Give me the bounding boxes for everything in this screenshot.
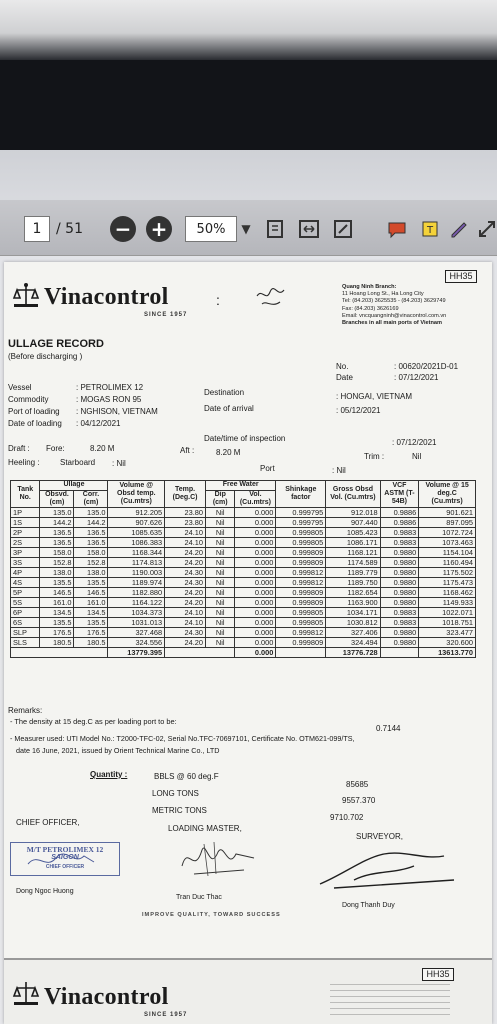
cell-gross: 1086.171: [326, 537, 380, 547]
quantity-label: Quantity :: [90, 770, 128, 779]
cell-obsvd: 144.2: [40, 517, 74, 527]
no-label: No.: [336, 362, 349, 371]
cell-shinkage: 0.999809: [276, 557, 326, 567]
cell-obsvd: 136.5: [40, 537, 74, 547]
cell-obsvd: 135.0: [40, 507, 74, 517]
cell-shinkage: 0.999795: [276, 507, 326, 517]
cell-temp: 24.10: [165, 537, 206, 547]
cell-vol-obsd: 907.626: [108, 517, 165, 527]
total-free-water: 0.000: [235, 647, 276, 657]
next-page-preview: [4, 958, 492, 1024]
cell-vol15: 1072.724: [419, 527, 476, 537]
cell-obsvd: 136.5: [40, 527, 74, 537]
bbls-label: BBLS @ 60 deg.F: [154, 772, 219, 781]
cell-gross: 1034.171: [326, 607, 380, 617]
cell-fw-vol: 0.000: [235, 557, 276, 567]
starboard-value: : Nil: [112, 459, 126, 468]
fit-page-icon[interactable]: [262, 216, 288, 242]
cell-shinkage: 0.999809: [276, 637, 326, 647]
col-volume-obsd: Volume @ Obsd temp. (Cu.mtrs): [108, 481, 165, 508]
cell-corr: 176.5: [74, 627, 108, 637]
cell-vcf: 0.9883: [380, 617, 419, 627]
cell-obsvd: 158.0: [40, 547, 74, 557]
pdf-toolbar: [0, 200, 497, 256]
stamp-line-3: CHIEF OFFICER: [45, 864, 85, 870]
cell-corr: 135.5: [74, 577, 108, 587]
cell-corr: 161.0: [74, 597, 108, 607]
cell-obsvd: 176.5: [40, 627, 74, 637]
cell-vol15: 1160.494: [419, 557, 476, 567]
table-row: [11, 607, 476, 617]
chief-officer-signature: [24, 848, 104, 872]
cell-vol15: 1073.463: [419, 537, 476, 547]
cell-vol-obsd: 324.556: [108, 637, 165, 647]
cell-tank: 1P: [11, 507, 40, 517]
cell-tank: 2S: [11, 537, 40, 547]
cell-gross: 912.018: [326, 507, 380, 517]
cell-fw-vol: 0.000: [235, 547, 276, 557]
destination-value: : HONGAI, VIETNAM: [336, 392, 413, 401]
loading-master-label: LOADING MASTER,: [168, 824, 242, 833]
cell-vcf: 0.9880: [380, 637, 419, 647]
cell-obsvd: 138.0: [40, 567, 74, 577]
stamp-line-1: M/T PETROLIMEX 12: [26, 845, 104, 854]
cell-shinkage: 0.999812: [276, 577, 326, 587]
empty-cell: [165, 647, 235, 657]
cell-vol15: 1018.751: [419, 617, 476, 627]
cell-dip: Nil: [205, 537, 234, 547]
branch-line: Tel: (84.203) 3625535 - (84.203) 3629749: [342, 298, 446, 305]
cell-corr: 136.5: [74, 527, 108, 537]
port-of-loading-value: : NGHISON, VIETNAM: [76, 407, 158, 416]
cell-obsvd: 180.5: [40, 637, 74, 647]
col-temp: Temp. (Deg.C): [165, 481, 206, 508]
cell-dip: Nil: [205, 627, 234, 637]
cell-vol15: 901.621: [419, 507, 476, 517]
cell-vol-obsd: 1190.003: [108, 567, 165, 577]
cell-dip: Nil: [205, 597, 234, 607]
cell-gross: 1189.779: [326, 567, 380, 577]
cell-vcf: 0.9880: [380, 577, 419, 587]
cell-corr: 144.2: [74, 517, 108, 527]
cell-tank: 5S: [11, 597, 40, 607]
table-row: [11, 567, 476, 577]
cell-temp: 24.30: [165, 627, 206, 637]
commodity-label: Commodity: [8, 395, 49, 404]
trim-label: Trim :: [364, 452, 385, 461]
cell-vol15: 897.095: [419, 517, 476, 527]
cell-dip: Nil: [205, 557, 234, 567]
cell-obsvd: 135.5: [40, 617, 74, 627]
cell-fw-vol: 0.000: [235, 527, 276, 537]
sign-icon[interactable]: [446, 216, 472, 242]
cell-vcf: 0.9880: [380, 627, 419, 637]
cell-vcf: 0.9880: [380, 547, 419, 557]
cell-temp: 24.20: [165, 597, 206, 607]
col-gross: Gross Obsd Vol. (Cu.mtrs): [326, 481, 380, 508]
cell-temp: 23.80: [165, 517, 206, 527]
cell-vol-obsd: 1086.383: [108, 537, 165, 547]
bbls-value: 85685: [346, 780, 369, 789]
destination-label: Destination: [204, 388, 245, 397]
cell-vol15: 1154.104: [419, 547, 476, 557]
vinacontrol-logo-icon: [12, 980, 40, 1006]
cell-tank: 6S: [11, 617, 40, 627]
cell-dip: Nil: [205, 507, 234, 517]
inspection-value: : 07/12/2021: [392, 438, 437, 447]
long-tons-label: LONG TONS: [152, 789, 199, 798]
cell-fw-vol: 0.000: [235, 627, 276, 637]
empty-cell: [11, 647, 108, 657]
cell-obsvd: 161.0: [40, 597, 74, 607]
cell-vol-obsd: 1031.013: [108, 617, 165, 627]
cell-vol15: 1022.071: [419, 607, 476, 617]
cell-corr: 158.0: [74, 547, 108, 557]
room-background: [0, 0, 497, 60]
inspection-label: Date/time of inspection: [204, 434, 286, 443]
cell-obsvd: 152.8: [40, 557, 74, 567]
page-number-input[interactable]: 1: [24, 216, 50, 242]
cell-gross: 907.440: [326, 517, 380, 527]
cell-vol-obsd: 1034.373: [108, 607, 165, 617]
date-of-loading-label: Date of loading: [8, 419, 62, 428]
cell-fw-vol: 0.000: [235, 637, 276, 647]
cell-fw-vol: 0.000: [235, 537, 276, 547]
vessel-value: : PETROLIMEX 12: [76, 383, 144, 392]
date-of-arrival-label: Date of arrival: [204, 404, 254, 413]
date-value: : 07/12/2021: [394, 373, 439, 382]
cell-vol-obsd: 912.205: [108, 507, 165, 517]
empty-cell: [276, 647, 326, 657]
metric-tons-label: METRIC TONS: [152, 806, 207, 815]
cell-corr: 134.5: [74, 607, 108, 617]
cell-shinkage: 0.999812: [276, 567, 326, 577]
total-gross: 13776.728: [326, 647, 380, 657]
cell-vcf: 0.9883: [380, 537, 419, 547]
cell-gross: 1030.812: [326, 617, 380, 627]
aft-label: Aft :: [180, 446, 195, 455]
date-label: Date: [336, 373, 353, 382]
vinacontrol-logo-icon: [12, 282, 40, 308]
cell-vol-obsd: 1174.813: [108, 557, 165, 567]
cell-temp: 24.20: [165, 587, 206, 597]
table-row: [11, 517, 476, 527]
col-vcf: VCF ASTM (T-54B): [380, 481, 419, 508]
date-of-loading-value: : 04/12/2021: [76, 419, 121, 428]
form-code-box: HH35: [422, 968, 454, 981]
cell-temp: 24.20: [165, 637, 206, 647]
branch-line: 11 Hoang Long St., Ha Long City: [342, 291, 424, 298]
totals-row: [11, 647, 476, 657]
table-row: [11, 547, 476, 557]
chief-officer-label: CHIEF OFFICER,: [16, 818, 80, 827]
col-corr: Corr. (cm): [74, 490, 108, 507]
col-volume-15: Volume @ 15 deg.C (Cu.mtrs): [419, 481, 476, 508]
document-title: ULLAGE RECORD: [8, 338, 104, 350]
since-label: SINCE 1957: [144, 1012, 188, 1018]
stamp-line-2: SAIGON: [51, 854, 79, 861]
cell-gross: 1189.750: [326, 577, 380, 587]
cell-obsvd: 135.5: [40, 577, 74, 587]
cell-dip: Nil: [205, 637, 234, 647]
cell-temp: 23.80: [165, 507, 206, 517]
port-side-value: : Nil: [332, 466, 346, 475]
cell-vol-obsd: 1189.974: [108, 577, 165, 587]
cell-gross: 324.494: [326, 637, 380, 647]
surveyor-label: SURVEYOR,: [356, 832, 403, 841]
handwritten-initials: [254, 284, 294, 314]
table-row: [11, 507, 476, 517]
cell-corr: 135.5: [74, 617, 108, 627]
cell-gross: 1168.121: [326, 547, 380, 557]
cell-fw-vol: 0.000: [235, 567, 276, 577]
cell-vol-obsd: 1182.880: [108, 587, 165, 597]
metric-tons-value: 9710.702: [330, 813, 364, 822]
cell-tank: 6P: [11, 607, 40, 617]
cell-temp: 24.10: [165, 617, 206, 627]
fore-label: Fore:: [46, 444, 65, 453]
zoom-level-select[interactable]: 50%: [185, 216, 237, 242]
date-of-arrival-value: : 05/12/2021: [336, 406, 381, 415]
surveyor-name: Dong Thanh Duy: [342, 902, 395, 909]
cell-dip: Nil: [205, 567, 234, 577]
total-volume-15: 13613.770: [419, 647, 476, 657]
density-text: - The density at 15 deg.C as per loading port to be:: [10, 717, 177, 726]
separator-colon: :: [216, 292, 220, 308]
comment-icon[interactable]: [384, 216, 410, 242]
ullage-table-body: [11, 507, 476, 657]
heeling-label: Heeling :: [8, 458, 40, 467]
chief-officer-name: Dong Ngoc Huong: [16, 888, 74, 895]
aft-value: 8.20 M: [216, 448, 241, 457]
cell-vol-obsd: 327.468: [108, 627, 165, 637]
tools-icon[interactable]: [330, 216, 356, 242]
loading-master-signature: [174, 836, 264, 880]
cell-vol15: 1175.502: [419, 567, 476, 577]
cell-fw-vol: 0.000: [235, 507, 276, 517]
page-total-label: / 51: [56, 221, 83, 237]
col-obsvd: Obsvd. (cm): [40, 490, 74, 507]
cell-dip: Nil: [205, 517, 234, 527]
branch-address: [342, 284, 446, 327]
company-motto: IMPROVE QUALITY, TOWARD SUCCESS: [142, 912, 281, 918]
cell-vcf: 0.9880: [380, 587, 419, 597]
cell-shinkage: 0.999805: [276, 537, 326, 547]
cell-tank: 5P: [11, 587, 40, 597]
cell-gross: 327.406: [326, 627, 380, 637]
commodity-value: : MOGAS RON 95: [76, 395, 142, 404]
document-subtitle: (Before discharging ): [8, 352, 83, 361]
cell-vol-obsd: 1085.635: [108, 527, 165, 537]
table-row: [11, 627, 476, 637]
table-row: [11, 577, 476, 587]
cell-shinkage: 0.999805: [276, 607, 326, 617]
cell-vol15: 1149.933: [419, 597, 476, 607]
cell-tank: 4P: [11, 567, 40, 577]
cell-dip: Nil: [205, 617, 234, 627]
cell-vol15: 1168.462: [419, 587, 476, 597]
cell-shinkage: 0.999795: [276, 517, 326, 527]
cell-dip: Nil: [205, 577, 234, 587]
company-logo-text: Vinacontrol: [44, 284, 169, 310]
form-code-box: HH35: [445, 270, 477, 283]
cell-tank: 3S: [11, 557, 40, 567]
cell-tank: 3P: [11, 547, 40, 557]
since-label: SINCE 1957: [144, 312, 188, 318]
branch-line: Quang Ninh Branch:: [342, 284, 397, 290]
cell-vcf: 0.9886: [380, 517, 419, 527]
cell-tank: 4S: [11, 577, 40, 587]
table-row: [11, 527, 476, 537]
trim-value: Nil: [412, 452, 422, 461]
branch-line: Branches in all main ports of Vietnam: [342, 320, 442, 327]
cell-fw-vol: 0.000: [235, 607, 276, 617]
cell-vol-obsd: 1168.344: [108, 547, 165, 557]
cell-corr: 180.5: [74, 637, 108, 647]
table-row: [11, 617, 476, 627]
table-row: [11, 557, 476, 567]
cell-dip: Nil: [205, 587, 234, 597]
cell-shinkage: 0.999809: [276, 597, 326, 607]
fore-value: 8.20 M: [90, 444, 115, 453]
cell-corr: 146.5: [74, 587, 108, 597]
branch-line: Fax: (84.203) 3626169: [342, 305, 399, 312]
no-value: : 00620/2021D-01: [394, 362, 459, 371]
port-of-loading-label: Port of loading: [8, 407, 60, 416]
col-ullage: Ullage: [40, 481, 108, 491]
chevron-down-icon[interactable]: ▼: [241, 222, 251, 236]
cell-tank: 1S: [11, 517, 40, 527]
cell-shinkage: 0.999809: [276, 547, 326, 557]
cell-temp: 24.20: [165, 547, 206, 557]
fit-width-icon[interactable]: [296, 216, 322, 242]
cell-tank: 2P: [11, 527, 40, 537]
cell-fw-vol: 0.000: [235, 587, 276, 597]
cell-tank: SLS: [11, 637, 40, 647]
cell-corr: 138.0: [74, 567, 108, 577]
cell-fw-vol: 0.000: [235, 517, 276, 527]
col-dip: Dip (cm): [205, 490, 234, 507]
measurer-line-2: date 16 June, 2021, issued by Orient Technical Marine Co., LTD: [16, 746, 220, 755]
cell-fw-vol: 0.000: [235, 597, 276, 607]
col-shinkage: Shinkage factor: [276, 481, 326, 508]
monitor-bezel: [0, 60, 497, 160]
draft-label: Draft :: [8, 444, 30, 453]
cell-corr: 136.5: [74, 537, 108, 547]
col-vol: Vol. (Cu.mtrs): [235, 490, 276, 507]
cell-gross: 1182.654: [326, 587, 380, 597]
cell-temp: 24.30: [165, 577, 206, 587]
table-row: [11, 537, 476, 547]
cell-gross: 1085.423: [326, 527, 380, 537]
cell-corr: 152.8: [74, 557, 108, 567]
fullscreen-icon[interactable]: [474, 216, 497, 242]
density-value: 0.7144: [376, 724, 401, 733]
svg-text:T: T: [427, 225, 434, 236]
cell-fw-vol: 0.000: [235, 617, 276, 627]
cell-gross: 1174.589: [326, 557, 380, 567]
surveyor-signature: [314, 844, 464, 894]
cell-shinkage: 0.999805: [276, 617, 326, 627]
cell-temp: 24.20: [165, 557, 206, 567]
table-row: [11, 637, 476, 647]
cell-shinkage: 0.999805: [276, 527, 326, 537]
cell-vol15: 320.600: [419, 637, 476, 647]
cell-vol15: 1175.473: [419, 577, 476, 587]
col-tank-no: Tank No.: [11, 481, 40, 508]
zoom-out-icon[interactable]: −: [110, 216, 136, 242]
cell-obsvd: 146.5: [40, 587, 74, 597]
long-tons-value: 9557.370: [342, 796, 376, 805]
cell-fw-vol: 0.000: [235, 577, 276, 587]
cell-obsvd: 134.5: [40, 607, 74, 617]
cell-vcf: 0.9880: [380, 597, 419, 607]
cell-tank: SLP: [11, 627, 40, 637]
col-free-water: Free Water: [205, 481, 275, 491]
highlight-icon[interactable]: [418, 216, 444, 242]
table-row: [11, 597, 476, 607]
measurer-line-1: - Measurer used: UTI Model No.: T2000-TFC-02, Serial No.TFC-70697101, Certificate No. OTM621-099/TS,: [10, 734, 355, 743]
total-volume-obsd: 13779.395: [108, 647, 165, 657]
cell-shinkage: 0.999812: [276, 627, 326, 637]
empty-cell: [380, 647, 419, 657]
cell-dip: Nil: [205, 527, 234, 537]
cell-gross: 1163.900: [326, 597, 380, 607]
cell-temp: 24.30: [165, 567, 206, 577]
cell-vcf: 0.9880: [380, 567, 419, 577]
starboard-label: Starboard: [60, 458, 96, 467]
cell-corr: 135.0: [74, 507, 108, 517]
table-row: [11, 587, 476, 597]
cell-vcf: 0.9883: [380, 607, 419, 617]
zoom-in-icon[interactable]: +: [146, 216, 172, 242]
branch-address-blurred: [330, 984, 450, 1018]
cell-vcf: 0.9880: [380, 557, 419, 567]
cell-vcf: 0.9886: [380, 507, 419, 517]
cell-temp: 24.10: [165, 607, 206, 617]
cell-dip: Nil: [205, 607, 234, 617]
cell-vol-obsd: 1164.122: [108, 597, 165, 607]
cell-temp: 24.10: [165, 527, 206, 537]
vessel-label: Vessel: [8, 383, 32, 392]
port-side-label: Port: [260, 464, 275, 473]
ullage-table: [10, 480, 476, 658]
branch-line: Email: vncquangninh@vinacontrol.com.vn: [342, 312, 447, 319]
company-logo-text: Vinacontrol: [44, 984, 169, 1010]
remarks-label: Remarks:: [8, 706, 43, 715]
cell-vol15: 323.477: [419, 627, 476, 637]
cell-dip: Nil: [205, 547, 234, 557]
cell-vcf: 0.9883: [380, 527, 419, 537]
cell-shinkage: 0.999809: [276, 587, 326, 597]
loading-master-name: Tran Duc Thac: [176, 894, 222, 901]
